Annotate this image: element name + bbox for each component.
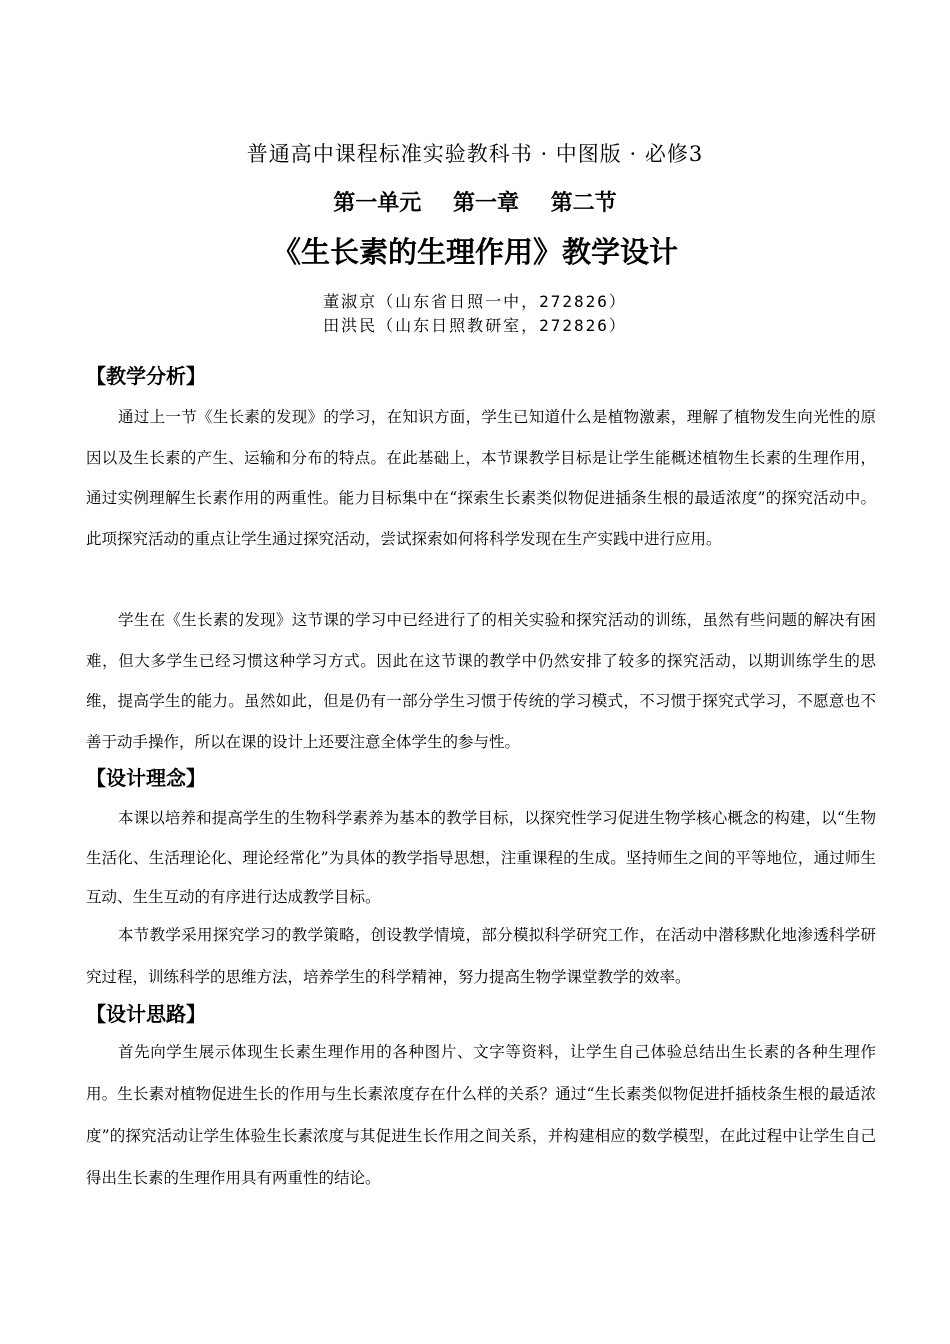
paragraph: 本课以培养和提高学生的生物科学素养为基本的教学目标，以探究性学习促进生物学核心概念的构建，以“生物生活化、生活理论化、理论经常化”为具体的教学指导思想，注重课程的生成。坚持师生之间的平等地位，通过师生互动、生生互动的有序进行达成教学目标。 [86,809,876,906]
paragraph: 通过上一节《生长素的发现》的学习，在知识方面，学生已知道什么是植物激素，理解了植物发生向光性的原因以及生长素的产生、运输和分布的特点。在此基础上，本节课教学目标是让学生能概述植物生长素的生理作用，通过实例理解生长素作用的两重性。能力目标集中在“探索生长素类似物促进插条生根的最适浓度”的探究活动中。此项探究活动的重点让学生通过探究活动，尝试探索如何将科学发现在生产实践中进行应用。 [86,408,876,548]
document-title: 《生长素的生理作用》教学设计 [271,235,678,269]
section-heading-design-concept: 【设计理念】 [86,766,206,790]
section-label: 第二节 [550,191,617,216]
author-line: 田洪民（山东日照教研室，272826） [323,316,627,335]
chapter-line [0,186,950,217]
section-heading-design-approach: 【设计思路】 [86,1002,206,1026]
paragraph: 首先向学生展示体现生长素生理作用的各种图片、文字等资料，让学生自己体验总结出生长素的各种生理作用。生长素对植物促进生长的作用与生长素浓度存在什么样的关系？通过“生长素类似物促进扦插枝条生根的最适浓度”的探究活动让学生体验生长素浓度与其促进生长作用之间关系，并构建相应的数学模型，在此过程中让学生自己得出生长素的生理作用具有两重性的结论。 [86,1043,876,1187]
paragraph: 学生在《生长素的发现》这节课的学习中已经进行了的相关实验和探究活动的训练，虽然有些问题的解决有困难，但大多学生已经习惯这种学习方式。因此在这节课的教学中仍然安排了较多的探究活动，以期训练学生的思维，提高学生的能力。虽然如此，但是仍有一部分学生习惯于传统的学习模式，不习惯于探究式学习，不愿意也不善于动手操作，所以在课的设计上还要注意全体学生的参与性。 [86,611,876,751]
textbook-series-line: 普通高中课程标准实验教科书 · 中图版 · 必修3 [246,142,704,166]
section-heading-teaching-analysis: 【教学分析】 [86,364,206,388]
unit-label: 第一单元 [333,191,422,216]
chapter-label: 第一章 [452,191,519,216]
author-line: 董淑京（山东省日照一中，272826） [323,292,627,311]
paragraph: 本节教学采用探究学习的教学策略，创设教学情境，部分模拟科学研究工作，在活动中潜移默化地渗透科学研究过程，训练科学的思维方法，培养学生的科学精神，努力提高生物学课堂教学的效率。 [86,926,876,986]
